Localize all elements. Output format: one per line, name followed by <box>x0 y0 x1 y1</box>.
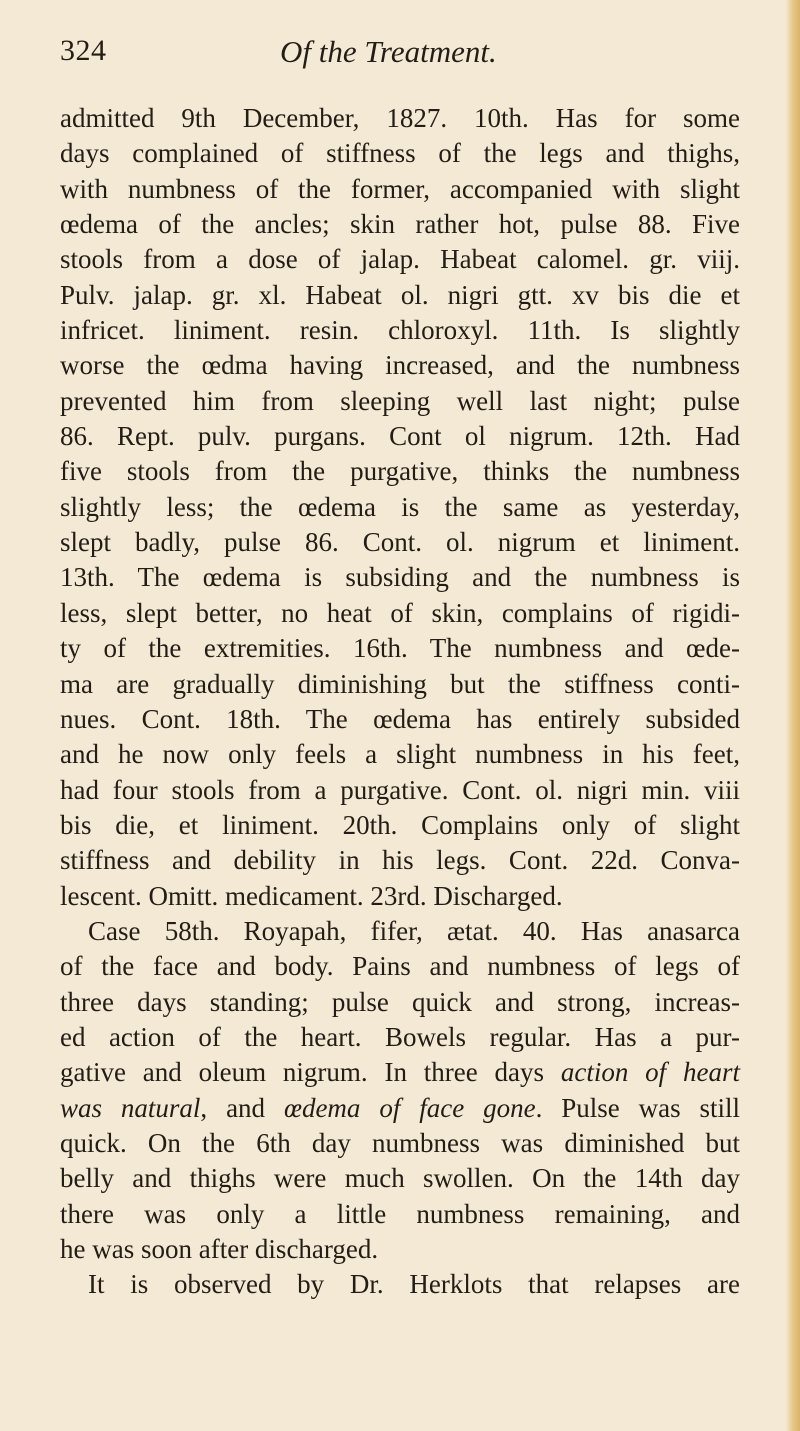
text-line: three days standing; pulse quick and strong, increas- <box>60 986 740 1017</box>
text-line: belly and thighs were much swollen. On the 14th day <box>60 1163 740 1194</box>
text-line: ma are gradually diminishing but the stiffness conti- <box>60 668 740 699</box>
text-line: stiffness and debility in his legs. Cont. 22d. Conva- <box>60 845 740 876</box>
page-number: 324 <box>60 34 107 67</box>
text-line: slightly less; the œdema is the same as yesterday, <box>60 491 740 522</box>
page-edge <box>786 0 800 1431</box>
text-line: of the face and body. Pains and numbness of legs of <box>60 951 740 982</box>
text-line: he was soon after discharged. <box>60 1234 379 1264</box>
running-head: Of the Treatment. <box>280 34 497 69</box>
text-line: nues. Cont. 18th. The œdema has entirely subsided <box>60 703 740 734</box>
text-line: quick. On the 6th day numbness was diminished but <box>60 1127 740 1158</box>
italic-run: action of heart <box>560 1057 740 1088</box>
text-line: Case 58th. Royapah, fifer, ætat. 40. Has anasarca <box>88 915 740 946</box>
body-text <box>60 101 740 1303</box>
text-line: 86. Rept. pulv. purgans. Cont ol nigrum. 12th. Had <box>60 421 740 452</box>
text-line: It is observed by Dr. Herklots that relapses are <box>88 1269 740 1300</box>
text-line: admitted 9th December, 1827. 10th. Has for some <box>60 103 740 133</box>
text-line-mixed <box>60 1055 740 1090</box>
text-line: worse the œdma having increased, and the numbness <box>60 350 740 381</box>
text-line: Pulv. jalap. gr. xl. Habeat ol. nigri gtt. xv bis die et <box>60 279 740 310</box>
text-line: stools from a dose of jalap. Habeat calomel. gr. viij. <box>60 244 740 275</box>
text-line: slept badly, pulse 86. Cont. ol. nigrum et liniment. <box>60 527 740 558</box>
text-run: . Pulse was still <box>535 1092 740 1123</box>
text-line: prevented him from sleeping well last night; pulse <box>60 385 740 416</box>
text-line: there was only a little numbness remaining, and <box>60 1198 740 1229</box>
text-line: with numbness of the former, accompanied with slight <box>60 173 740 204</box>
text-line-mixed <box>60 1091 740 1126</box>
text-line: ed action of the heart. Bowels regular. Has a pur- <box>60 1021 740 1052</box>
text-line: 13th. The œdema is subsiding and the numbness is <box>60 562 740 593</box>
text-line: infricet. liniment. resin. chloroxyl. 11th. Is slightly <box>60 315 740 346</box>
text-run: gative and oleum nigrum. In three days <box>60 1057 561 1088</box>
text-line: lescent. Omitt. medicament. 23rd. Discharged. <box>60 880 563 911</box>
text-line: œdema of the ancles; skin rather hot, pulse 88. Five <box>60 209 740 240</box>
italic-run: œdema of face gone <box>283 1092 536 1123</box>
text-line: days complained of stiffness of the legs and thighs, <box>60 138 740 169</box>
text-run: , and <box>200 1092 284 1123</box>
text-line: five stools from the purgative, thinks the numbness <box>60 456 740 487</box>
text-line: ty of the extremities. 16th. The numbness and œde- <box>60 633 740 664</box>
page-header <box>60 34 760 78</box>
text-line: bis die, et liniment. 20th. Complains only of slight <box>60 809 740 840</box>
text-line: less, slept better, no heat of skin, complains of rigidi- <box>60 597 740 628</box>
italic-run: was natural <box>60 1092 201 1123</box>
text-line: and he now only feels a slight numbness in his feet, <box>60 739 740 770</box>
text-line: had four stools from a purgative. Cont. ol. nigri min. viii <box>60 774 740 805</box>
